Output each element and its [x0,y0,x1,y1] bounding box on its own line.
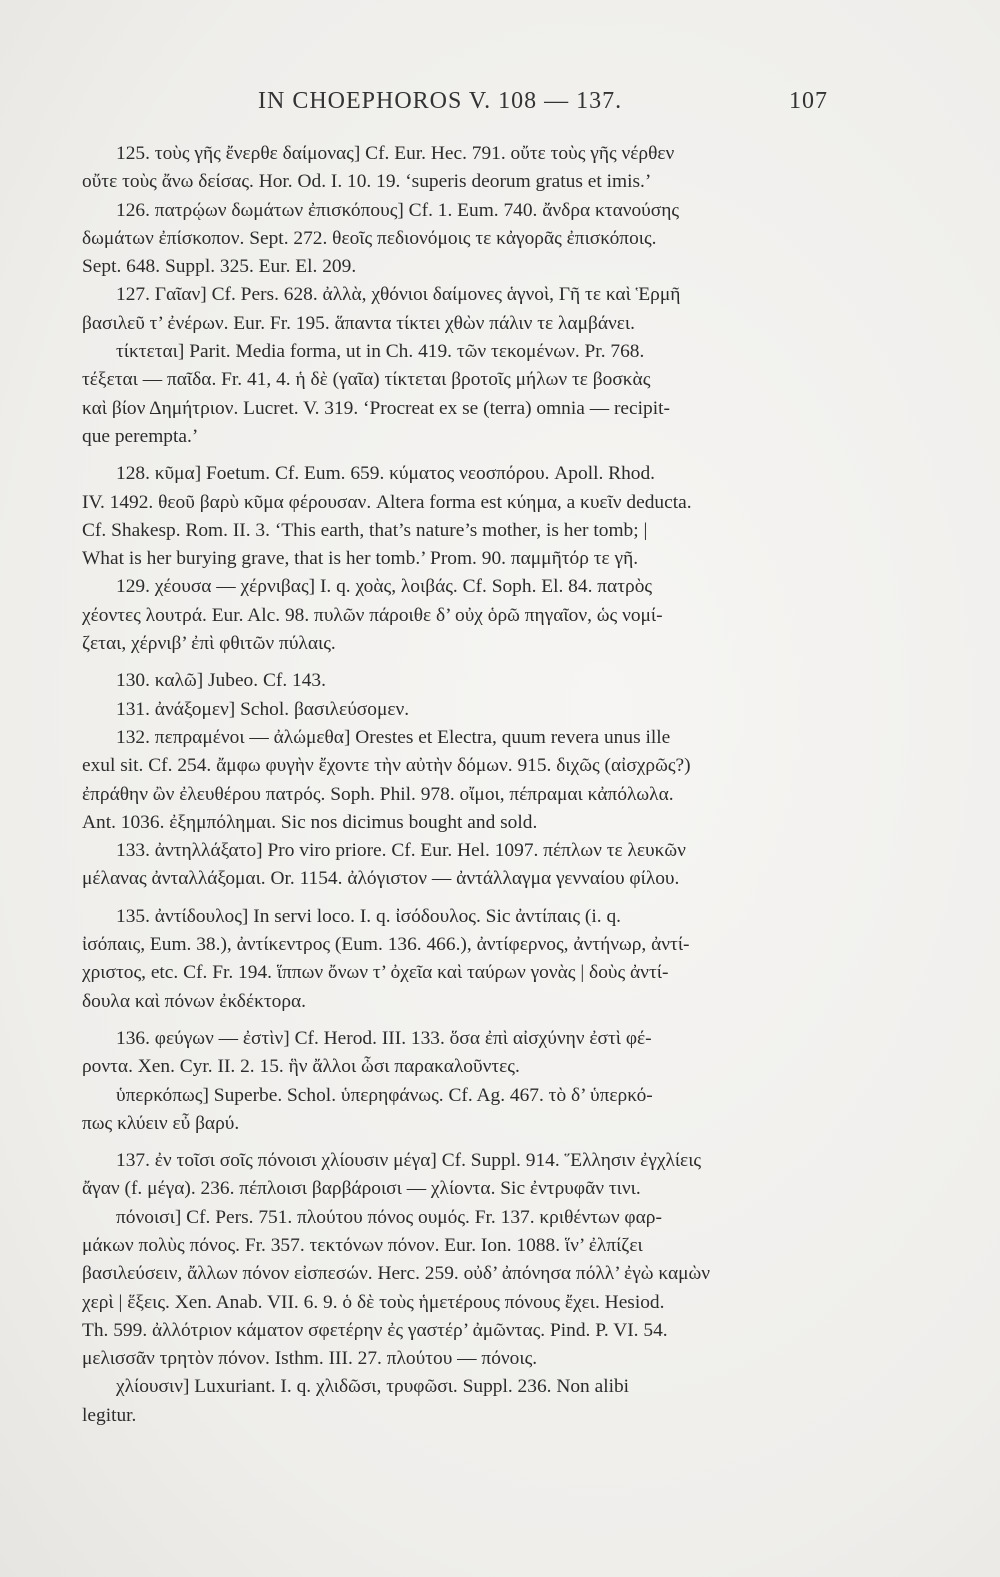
text-line: χριστος, etc. Cf. Fr. 194. ἵππων ὄνων τ’ ὀχεῖα καὶ ταύρων γονὰς | δοὺς ἀντί- [82,962,669,984]
text-line: 130. καλῶ] Jubeo. Cf. 143. [116,670,326,692]
text-line: Ant. 1036. ἐξημπόλημαι. Sic nos dicimus bought and sold. [82,811,538,833]
text-line: τίκτεται] Parit. Media forma, ut in Ch. 419. τῶν τεκομένων. Pr. 768. [116,341,645,363]
text-line: legitur. [82,1404,137,1426]
text-line: exul sit. Cf. 254. ἄμφω φυγὴν ἔχοντε τὴν αὐτὴν δόμων. 915. διχῶς (αἰσχρῶς?) [82,755,691,777]
text-line: ὑπερκόπως] Superbe. Schol. ὑπερηφάνως. Cf. Ag. 467. τὸ δ’ ὑπερκό- [116,1084,653,1106]
text-line: βασιλεύσειν, ἄλλων πόνον εἰσπεσών. Herc. 259. οὐδ’ ἀπόνησα πόλλ’ ἐγὼ καμὼν [82,1263,711,1285]
text-line: 137. ἐν τοῖσι σοῖς πόνοισι χλίουσιν μέγα] Cf. Suppl. 914. Ἕλλησιν ἐγχλίεις [116,1150,702,1172]
paragraph-gap [82,1016,830,1025]
text-line: καὶ βίον Δημήτριον. Lucret. V. 319. ‘Procreat ex se (terra) omnia — recipit- [82,397,670,419]
text-line: 127. Γαῖαν] Cf. Pers. 628. ἀλλὰ, χθόνιοι δαίμονες ἁγνοὶ, Γῆ τε καὶ Ἑρμῆ [116,284,681,306]
text-line: χλίουσιν] Luxuriant. I. q. χλιδῶσι, τρυφῶσι. Suppl. 236. Non alibi [116,1376,630,1398]
text-line: μάκων πολὺς πόνος. Fr. 357. τεκτόνων πόνον. Eur. Ion. 1088. ἵν’ ἐλπίζει [82,1234,643,1256]
text-line: οὔτε τοὺς ἄνω δείσας. Hor. Od. I. 10. 19. ‘superis deorum gratus et imis.’ [82,171,652,193]
page-number: 107 [789,88,828,114]
running-head: IN CHOEPHOROS V. 108 — 137. [258,88,623,114]
text-line: 133. ἀντηλλάξατο] Pro viro priore. Cf. Eur. Hel. 1097. πέπλων τε λευκῶν [116,840,686,862]
text-line: 131. ἀνάξομεν] Schol. βασιλεύσομεν. [116,698,410,720]
text-line: ἐπράθην ὢν ἐλευθέρου πατρός. Soph. Phil. 978. οἴμοι, πέπραμαι κἀπόλωλα. [82,783,674,805]
text-line: βασιλεῦ τ’ ἐνέρων. Eur. Fr. 195. ἅπαντα τίκτει χθὼν πάλιν τε λαμβάνει. [82,312,635,334]
text-line: 126. πατρῴων δωμάτων ἐπισκόπους] Cf. 1. Eum. 740. ἄνδρα κτανούσης [116,199,680,221]
text-line: τέξεται — παῖδα. Fr. 41, 4. ἡ δὲ (γαῖα) τίκτεται βροτοῖς μήλων τε βοσκὰς [82,369,651,391]
text-line: 135. ἀντίδουλος] In servi loco. I. q. ἰσόδουλος. Sic ἀντίπαις (i. q. [116,905,621,927]
text-line: 132. πεπραμένοι — ἀλώμεθα] Orestes et Electra, quum revera unus ille [116,726,671,748]
paragraph-gap [82,658,830,667]
text-line: 128. κῦμα] Foetum. Cf. Eum. 659. κύματος νεοσπόρου. Apoll. Rhod. [116,463,656,485]
text-line: μέλανας ἀνταλλάξομαι. Or. 1154. ἀλόγιστον — ἀντάλλαγμα γενναίου φίλου. [82,868,680,890]
text-line: Th. 599. ἀλλότριον κάματον σφετέρην ἐς γαστέρ’ ἀμῶντας. Pind. P. VI. 54. [82,1319,668,1341]
text-line: ἄγαν (f. μέγα). 236. πέπλοισι βαρβάροισι — χλίοντα. Sic ἐντρυφᾶν τινι. [82,1178,641,1200]
text-line: Cf. Shakesp. Rom. II. 3. ‘This earth, that’s nature’s mother, is her tomb; | [82,519,648,541]
text-line: que perempta.’ [82,425,199,447]
text-line: IV. 1492. θεοῦ βαρὺ κῦμα φέρουσαν. Altera forma est κύημα, a κυεῖν deducta. [82,491,692,513]
text-line: χερὶ | ἕξεις. Xen. Anab. VII. 6. 9. ὁ δὲ τοὺς ἡμετέρους πόνους ἔχει. Hesiod. [82,1291,665,1313]
text-line: μελισσᾶν τρητὸν πόνον. Isthm. III. 27. πλούτου — πόνοις. [82,1348,538,1370]
paragraph-gap [82,1138,830,1147]
text-line: What is her burying grave, that is her tomb.’ Prom. 90. παμμῆτόρ τε γῆ. [82,548,639,570]
text-line: 136. φεύγων — ἐστὶν] Cf. Herod. III. 133. ὅσα ἐπὶ αἰσχύνην ἐστὶ φέ- [116,1027,652,1049]
text-line: Sept. 648. Suppl. 325. Eur. El. 209. [82,256,357,278]
text-line: 125. τοὺς γῆς ἔνερθε δαίμονας] Cf. Eur. Hec. 791. οὔτε τοὺς γῆς νέρθεν [116,143,675,164]
text-line: ροντα. Xen. Cyr. II. 2. 15. ἣν ἄλλοι ὦσι παρακαλοῦντες. [82,1056,520,1078]
page-header [258,88,828,124]
text-line: δωμάτων ἐπίσκοπον. Sept. 272. θεοῖς πεδιονόμοις τε κἀγορᾶς ἐπισκόποις. [82,227,657,249]
text-line: πως κλύειν εὖ βαρύ. [82,1112,240,1134]
paragraph-gap [82,894,830,903]
commentary-text [82,140,830,1430]
text-line: πόνοισι] Cf. Pers. 751. πλούτου πόνος ουμός. Fr. 137. κριθέντων φαρ- [116,1206,662,1228]
text-line: ζεται, χέρνιβ’ ἐπὶ φθιτῶν πύλαις. [82,633,336,655]
paragraph-gap [82,451,830,460]
text-line: 129. χέουσα — χέρνιβας] I. q. χοὰς, λοιβάς. Cf. Soph. El. 84. πατρὸς [116,576,653,598]
text-line: ἰσόπαις, Eum. 38.), ἀντίκεντρος (Eum. 136. 466.), ἀντίφερνος, ἀντήνωρ, ἀντί- [82,934,690,956]
text-line: χέοντες λουτρά. Eur. Alc. 98. πυλῶν πάροιθε δ’ οὐχ ὁρῶ πηγαῖον, ὡς νομί- [82,604,663,626]
text-line: δουλα καὶ πόνων ἐκδέκτορα. [82,990,307,1012]
